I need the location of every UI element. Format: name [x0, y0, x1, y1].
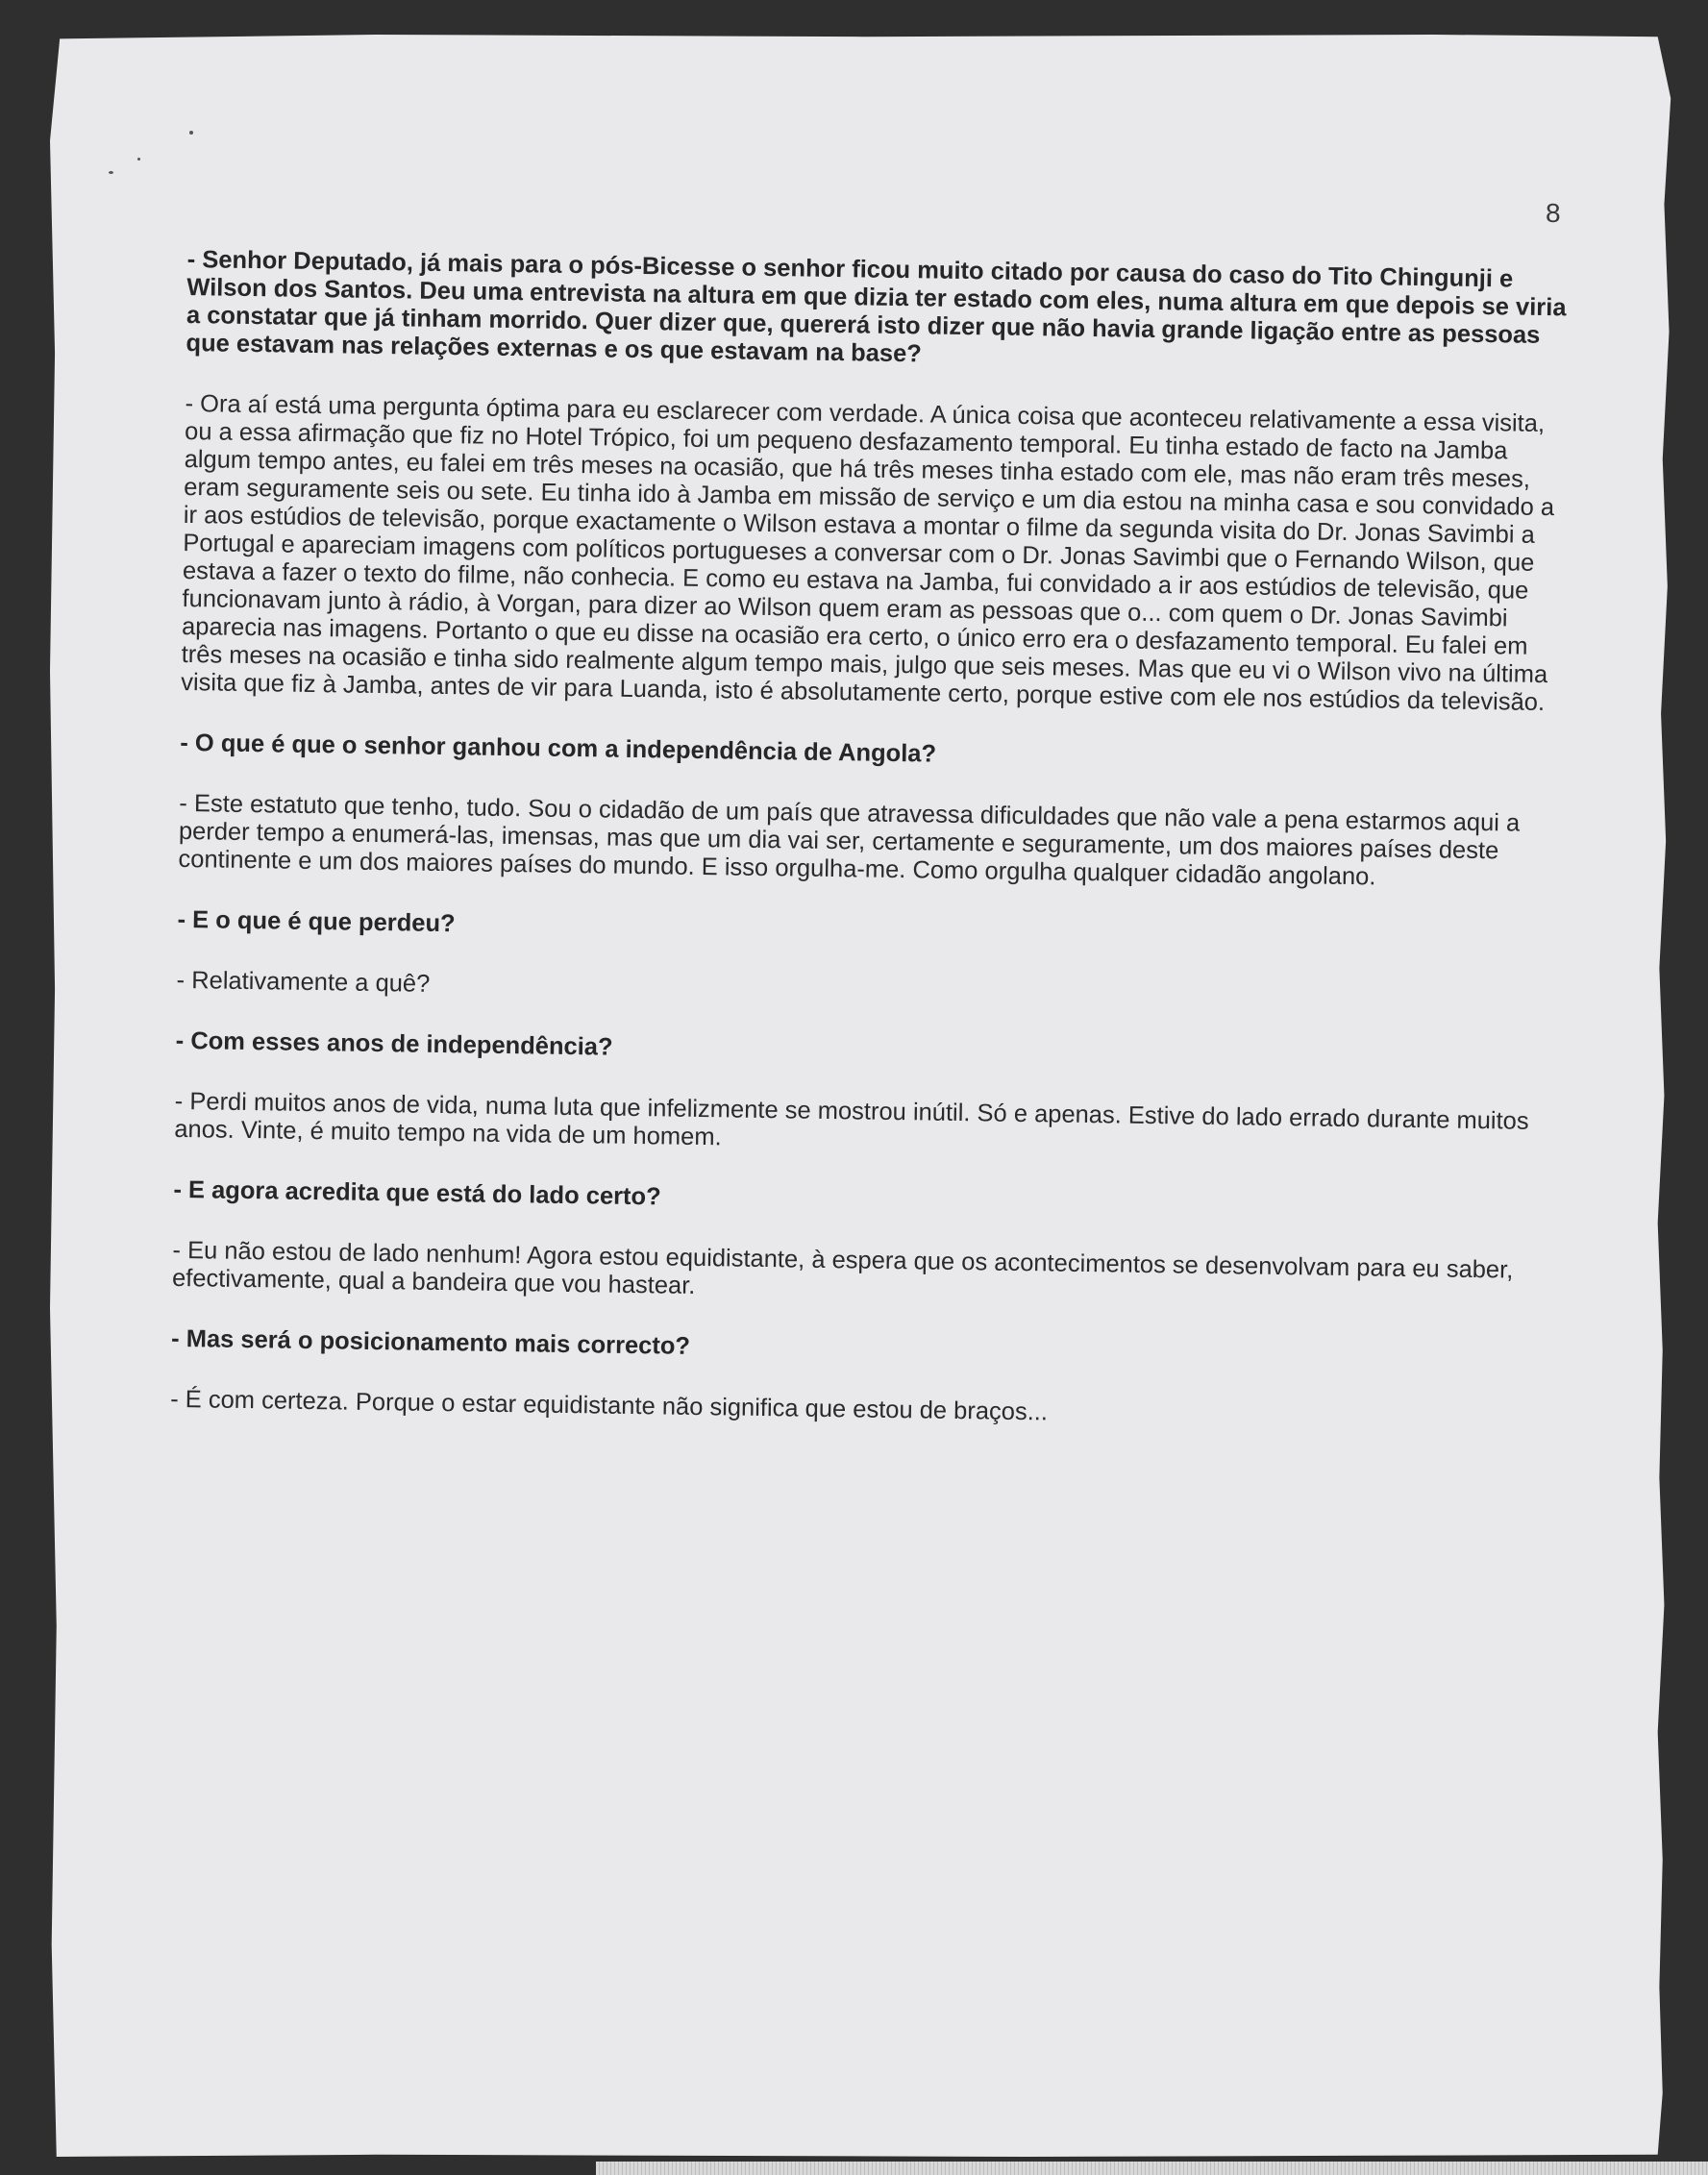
- question-paragraph: - E agora acredita que está do lado certo?: [173, 1175, 661, 1211]
- answer-paragraph: - Ora aí está uma pergunta óptima para eu esclarecer com verdade. A única coisa que aconteceu relativamente a essa visita, ou a essa afirmação que fiz no Hotel Trópico, foi um pequeno desfazamento temporal. Eu tinha estado de facto na Jamba algum tempo antes, eu falei em três meses na ocasião, que há três meses tinha estado com ele, mas não eram três meses, eram seguramente seis ou sete. Eu tinha ido à Jamba em missão de serviço e um dia estou na minha casa e sou convidado a ir aos estúdios de televisão, porque exactamente o Wilson estava a montar o filme da segunda visita do Dr. Jonas Savimbi a Portugal e apareciam imagens com políticos portugueses a conversar com o Dr. Jonas Savimbi que o Fernando Wilson, que estava a fazer o texto do filme, não conhecia. E como eu estava na Jamba, fui convidado a ir aos estúdios de televisão, que funcionavam junto à rádio, à Vorgan, para dizer ao Wilson quem eram as pessoas que o... com quem o Dr. Jonas Savimbi aparecia nas imagens. Portanto o que eu disse na ocasião era certo, o único erro era o desfazamento temporal. Eu falei em três meses na ocasião e tinha sido realmente algum tempo mais, julgo que seis meses. Mas que eu vi o Wilson vivo na última visita que fiz à Jamba, antes de vir para Luanda, isto é absolutamente certo, porque estive com ele nos estúdios da televisão.: [181, 389, 1555, 716]
- answer-paragraph: - Relativamente a quê?: [176, 966, 431, 998]
- page-number: 8: [1546, 198, 1561, 228]
- question-paragraph: - E o que é que perdeu?: [177, 905, 456, 938]
- interview-text: [169, 246, 1571, 1467]
- paper-speck: [109, 171, 113, 174]
- scanner-calibration-strip: [596, 2162, 1708, 2175]
- paper-speck: [189, 131, 193, 135]
- answer-paragraph: - Eu não estou de lado nenhum! Agora estou equidistante, à espera que os acontecimentos se desenvolvam para eu saber, efectivamente, qual a bandeira que vou hastear.: [171, 1236, 1514, 1299]
- question-paragraph: - O que é que o senhor ganhou com a independência de Angola?: [180, 729, 937, 768]
- paper-speck: [137, 158, 140, 161]
- question-paragraph: - Senhor Deputado, já mais para o pós-Bicesse o senhor ficou muito citado por causa do caso do Tito Chingunji e Wilson dos Santos. Deu uma entrevista na altura em que dizia ter estado com eles, numa altura em que depois se viria a constatar que já tinham morrido. Quer dizer que, quererá isto dizer que não havia grande ligação entre as pessoas que estavam nas relações externas e os que estavam na base?: [186, 246, 1567, 368]
- answer-paragraph: - É com certeza. Porque o estar equidistante não significa que estou de braços...: [169, 1385, 1049, 1426]
- question-paragraph: - Mas será o posicionamento mais correcto?: [170, 1324, 691, 1360]
- answer-paragraph: - Perdi muitos anos de vida, numa luta que infelizmente se mostrou inútil. Só e apenas. Estive do lado errado durante muitos anos. Vinte, é muito tempo na vida de um homem.: [174, 1087, 1529, 1151]
- question-paragraph: - Com esses anos de independência?: [175, 1026, 613, 1061]
- answer-paragraph: - Este estatuto que tenho, tudo. Sou o cidadão de um país que atravessa dificuldades que não vale a pena estarmos aqui a perder tempo a enumerá-las, imensas, mas que um dia vai ser, certamente e seguramente, um dos maiores países deste continente e um dos maiores países do mundo. E isso orgulha-me. Como orgulha qualquer cidadão angolano.: [178, 789, 1521, 891]
